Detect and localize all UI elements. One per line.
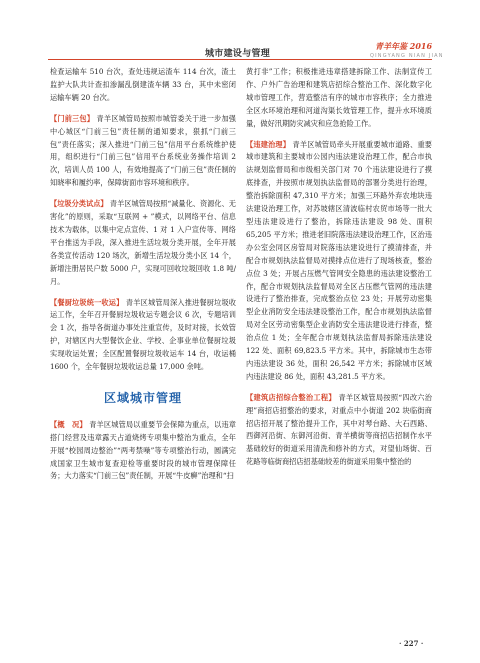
paragraph-kitchen-waste <box>50 297 236 374</box>
header-rule <box>48 59 432 60</box>
paragraph-text: 青羊区城管局深入推进餐厨垃圾收运工作，全年召开餐厨垃圾收运专题会议 6 次，专题培训会 1 次，指导各街道办事处注重宣传，及时对接，长效管护，对辖区内大型餐饮企业、学校、企事业单位餐厨垃圾实现收运处置；全区配置餐厨垃圾收运车 14 台，收运桶 1600 个，全年餐厨垃圾收运总量 17,000 余吨。 <box>50 297 236 372</box>
paragraph-text: 青羊区城管局牵头开展重要城市道路、重要城市建筑和主要城市公园内违法建设治理工作，配合市执法规划监督局和市级相关部门对 70 个违法建设进行了摸底排查，并按照市规划执法监督局的部署分类进行治理，整治拆除面积 47,310 平方米；加强三环路外弃农地块违法建设治理工作，对苏坡辖区清波临村农贸市场等一批大型违法建设进行了整治，拆除违法建设 98 处、面积 65,205 平方米；推进老旧院落违法建设治理工作，区治违办公室会同区房管局对院落违法建设进行了摸清排查，并配合市规划执法监督局对摸排点位进行了现场核查，整治点位 3 处；开展占压燃气管网安全隐患的违法建设整治工作，配合市规划执法监督局对全区占压燃气管网的违法建设进行了整治排查，完成整治点位 23 处；开展劳动密集型企业消防安全违法建设整治工作，配合市规划执法监督局对全区劳动密集型企业消防安全违法建设进行排查，整治点位 1 处；全年配合市规划执法监督局拆除违法建设 122 处、面积 69,823.5 平方米。其中，拆除城市生态带内违法建设 36 处，面积 26,542 平方米；拆除城市区域内违法建设 86 处，面积 43,281.5 平方米。 <box>246 139 432 381</box>
paragraph-overview <box>50 419 236 484</box>
entry-tag: 【概 况】 <box>50 419 87 429</box>
right-column <box>246 66 432 477</box>
paragraph-continued <box>246 66 432 131</box>
entry-tag: 【餐厨垃圾统一收运】 <box>50 297 124 307</box>
paragraph-text: 青羊区城管局按照市城管委关于进一步加强中心城区“门前三包”责任制的通知要求，狠抓“门前三包”责任落实；深入推进“门前三包”信用平台系统维护使用，组织进行“门前三包”信用平台系统业务操作培训 2 次，培训人员 100 人，有效地提高了“门前三包”责任制的知晓率和履约率，保障街面市容环境和秩序。 <box>50 113 236 188</box>
page-header <box>0 0 480 60</box>
paragraph-text: 青羊区城管局按照“减量化、资源化、无害化”的原则，采取“互联网 + ”模式，以网络平台、信息技术为载体，以集中定点宣传、1 对 1 入户宣传等、网络平台推送为手段，深入推进生活垃圾分类开展，全年开展各类宣传活动 120 场次，新增生活垃圾分类小区 14 个，新增注册居民户数 5000 户，实现可回收垃圾回收 1.8 吨/月。 <box>50 199 236 286</box>
yearbook-english-title: QINGYANG NIAN JIAN <box>370 53 444 59</box>
entry-tag: 【垃圾分类试点】 <box>50 199 108 209</box>
paragraph-storefront-signs <box>246 392 432 469</box>
left-column <box>50 66 236 491</box>
paragraph-text: 黄打非”工作；积极推进违章搭建拆除工作、法制宣传工作、户外广告治理和建筑店招综合整治工作、深化数字化城市管理工作，营造整洁有序的城市市容秩序；全力推进全区水环境治理和河道沟渠长效管理工作，提升水环境质量，做好汛期防灾减灾和应急抢险工作。 <box>246 67 432 128</box>
paragraph-continued <box>50 66 236 105</box>
page-number: · 227 · <box>399 639 424 648</box>
paragraph-illegal-construction <box>246 139 432 384</box>
entry-tag: 【建筑店招综合整治工程】 <box>246 392 336 402</box>
paragraph-door-responsibility <box>50 113 236 190</box>
yearbook-title: 青羊年鉴 2016 <box>375 41 433 51</box>
entry-tag: 【门前三包】 <box>50 113 95 123</box>
entry-tag: 【违建治理】 <box>246 139 291 149</box>
paragraph-text: 青羊区城管局按照“四改六治理”商招店招整治的要求，对重点中小街道 202 块临街商招店招开展了整治提升工作，其中对琴台路、大石西路、西御河沿街、东御河沿街、青羊横街等商招店招制作水平基础较好的街道采用清洗和修补的方式，对望仙场街、百花路等临街商招店招基础较差的街道采用集中整治的 <box>246 392 432 467</box>
paragraph-text: 青羊区城管局以重要节会保障为重点，以违章搭门经营及违章露天占道烧烤专项集中整治为重点，全年开展“校园周边整治”“两考禁噪”等专项整治行动，圆满完成国家卫生城市复查迎检等重要时段的城市管理保障任务；大力落实“门前三包”责任制，开展“牛皮癣”治理和“扫 <box>50 419 236 481</box>
section-heading: 区域城市管理 <box>103 390 182 405</box>
paragraph-text: 检查运输车 510 台次，查处违规运渣车 114 台次，渣土监护大队共计查扣渗漏乱倒建渣车辆 33 台，其中未密闭运输车辆 20 台次。 <box>50 67 236 102</box>
paragraph-waste-sorting <box>50 198 236 288</box>
running-title: 城市建设与管理 <box>205 49 271 59</box>
